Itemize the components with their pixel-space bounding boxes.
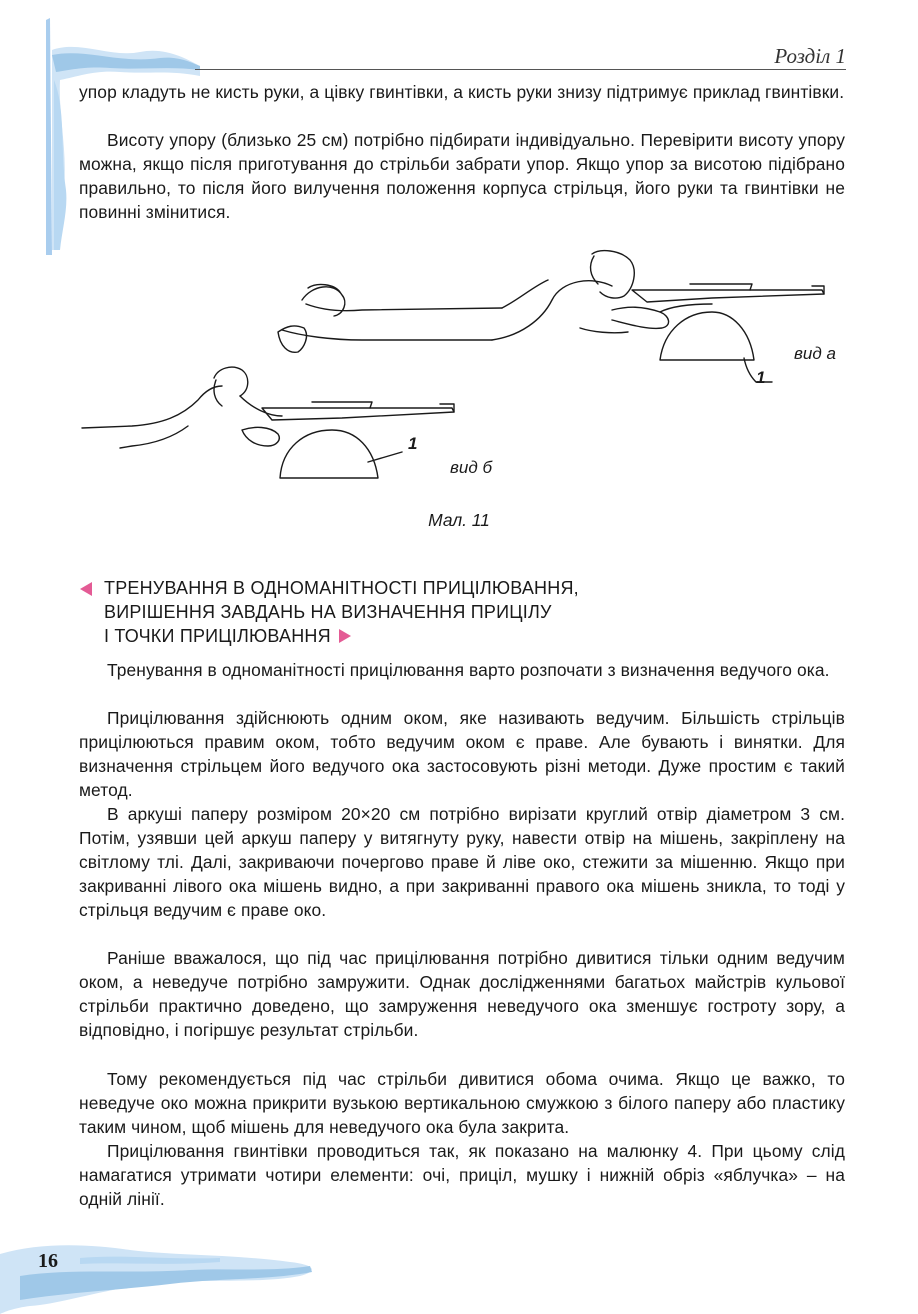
body-paragraph-2: Прицілювання здійснюють одним оком, яке називають ведучим. Більшість стрільців прицілюються правим оком, тобто ведучим оком є праве. Але бувають і винятки. Для визначення стрільцем його ведучого ока застосовують різні методи. Дуже простим є такий метод. bbox=[79, 708, 845, 800]
body-paragraph-4: Раніше вважалося, що під час прицілювання потрібно дивитися тільки одним ведучим оком, а неведуче потрібно замружити. Однак дослідженнями багатьох майстрів кульової стрільби практично доведено, що замруження неведучого ока зменшує гостроту зору, а відповідно, і погіршує результат стрільби. bbox=[79, 948, 845, 1040]
section-heading-line-3: І ТОЧКИ ПРИЦІЛЮВАННЯ bbox=[104, 626, 331, 646]
page-number: 16 bbox=[38, 1250, 58, 1272]
section-heading bbox=[80, 576, 579, 648]
section-heading-line-2: ВИРІШЕННЯ ЗАВДАНЬ НА ВИЗНАЧЕННЯ ПРИЦІЛУ bbox=[104, 602, 552, 622]
body-paragraph-5: Тому рекомендується під час стрільби дивитися обома очима. Якщо це важко, то неведуче око можна прикрити вузькою вертикальною смужкою з білого паперу або пластику таким чином, щоб мішень для неведучого ока була закрита. bbox=[79, 1069, 845, 1137]
section-heading-line-1: ТРЕНУВАННЯ В ОДНОМАНІТНОСТІ ПРИЦІЛЮВАННЯ, bbox=[104, 578, 579, 598]
intro-paragraph-continued: упор кладуть не кисть руки, а цівку гвинтівки, а кисть руки знизу підтримує приклад гвинтівки. bbox=[79, 82, 845, 102]
intro-paragraph: Висоту упору (близько 25 см) потрібно підбирати індивідуально. Перевірити висоту упору можна, якщо після приготування до стрільби забрати упор. Якщо упор за висотою підібрано правильно, то після його вилучення положення корпуса стрільця, його руки та гвинтівки не повинні змінитися. bbox=[79, 130, 845, 222]
figure-marker-b: 1 bbox=[408, 434, 418, 453]
figure-marker-a: 1 bbox=[756, 368, 766, 387]
section-header: Розділ 1 bbox=[774, 44, 846, 68]
section-heading-line-3-wrap bbox=[80, 624, 579, 648]
figure-label-view-b: вид б bbox=[450, 458, 493, 477]
arrow-left-icon bbox=[80, 582, 92, 596]
header-rule bbox=[195, 69, 846, 70]
figure-caption: Мал. 11 bbox=[428, 510, 490, 530]
body-paragraph-6: Прицілювання гвинтівки проводиться так, як показано на малюнку 4. При цьому слід намагатися утримати чотири елементи: очі, приціл, мушку і нижній обріз «яблучка» – на одній лінії. bbox=[79, 1141, 845, 1209]
arrow-right-icon bbox=[339, 629, 351, 643]
body-paragraph-1: Тренування в одноманітності прицілювання варто розпочати з визначення ведучого ока. bbox=[107, 660, 830, 680]
figure-label-view-a: вид а bbox=[794, 344, 836, 363]
body-paragraph-3: В аркуші паперу розміром 20×20 см потрібно вирізати круглий отвір діаметром 3 см. Потім, узявши цей аркуш паперу у витягнуту руку, навести отвір на мішень, закріплену на світлому тлі. Далі, закриваючи почергово праве й ліве око, стежити за мішенню. Якщо при закриванні лівого ока мішень видно, а при закриванні правого ока мішень зникла, то тоді у стрільця ведучим є праве око. bbox=[79, 804, 845, 920]
